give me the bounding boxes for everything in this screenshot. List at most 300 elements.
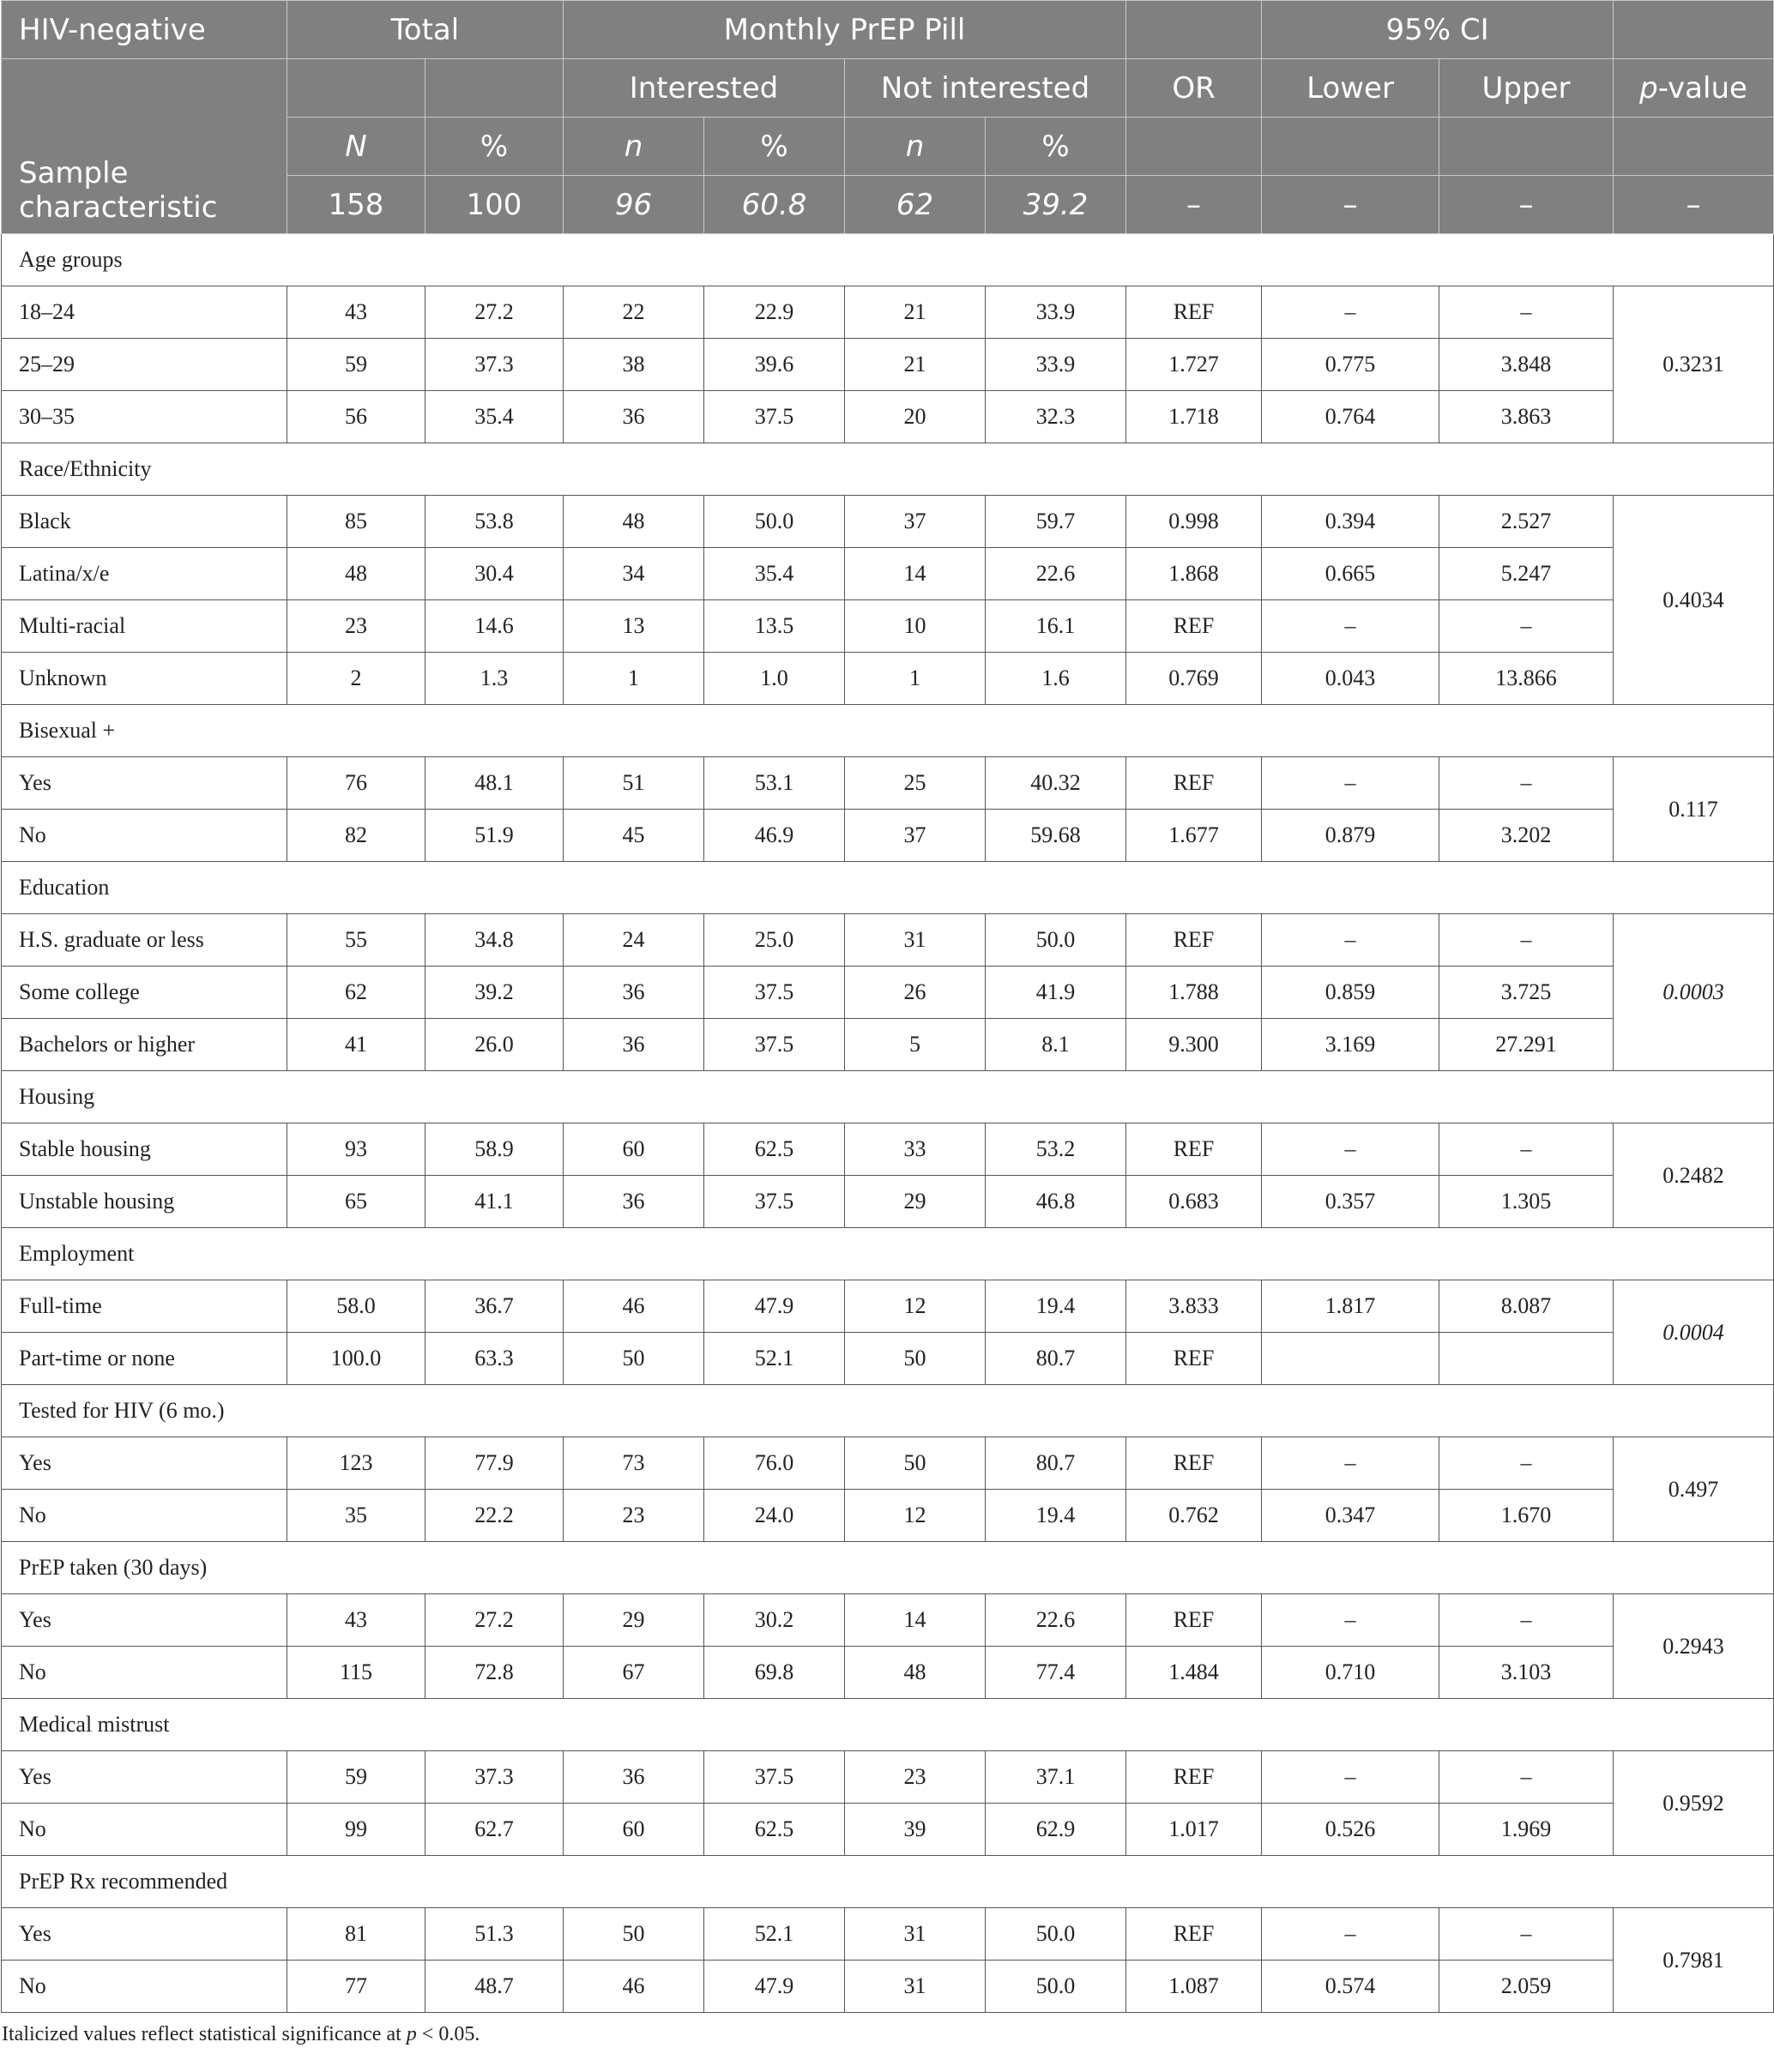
interested-n-cell: 67 [564, 1647, 704, 1699]
total-n-cell: 59 [287, 339, 425, 391]
ci-upper-cell: – [1439, 1123, 1614, 1176]
not-interested-pct-cell: 50.0 [986, 1908, 1126, 1961]
row-label: Latina/x/e [2, 548, 287, 600]
not-interested-pct-cell: 32.3 [986, 391, 1126, 443]
header-empty-p [1614, 1, 1774, 59]
interested-pct-cell: 69.8 [704, 1647, 845, 1699]
ci-lower-cell: – [1262, 1751, 1439, 1804]
total-pct-cell: 58.9 [425, 1123, 564, 1176]
table-row [2, 1123, 1774, 1176]
not-interested-pct-cell: 22.6 [986, 548, 1126, 600]
odds-ratio-cell: 1.017 [1126, 1804, 1262, 1856]
table-row [2, 1961, 1774, 2013]
interested-n-cell: 24 [564, 914, 704, 967]
ci-upper-cell: 3.103 [1439, 1647, 1614, 1699]
not-interested-n-cell: 29 [845, 1176, 986, 1228]
group-row [2, 1699, 1774, 1751]
total-n-cell: 23 [287, 600, 425, 653]
ci-upper-cell: 1.670 [1439, 1490, 1614, 1542]
odds-ratio-cell: 1.677 [1126, 810, 1262, 862]
table-row [2, 600, 1774, 653]
ci-upper-cell: 1.969 [1439, 1804, 1614, 1856]
group-row [2, 1542, 1774, 1594]
interested-n-cell: 13 [564, 600, 704, 653]
row-label: Multi-racial [2, 600, 287, 653]
table-row [2, 339, 1774, 391]
table-row [2, 1751, 1774, 1804]
odds-ratio-cell: REF [1126, 757, 1262, 810]
row-label: No [2, 1647, 287, 1699]
total-n-cell: 41 [287, 1019, 425, 1071]
odds-ratio-cell: REF [1126, 1123, 1262, 1176]
total-pct-cell: 26.0 [425, 1019, 564, 1071]
odds-ratio-cell: 1.484 [1126, 1647, 1262, 1699]
total-pct-cell: 37.3 [425, 339, 564, 391]
ci-upper-cell: – [1439, 286, 1614, 339]
header-95-ci: 95% CI [1262, 1, 1614, 59]
interested-pct-cell: 37.5 [704, 1019, 845, 1071]
total-n-cell: 76 [287, 757, 425, 810]
row-label: 25–29 [2, 339, 287, 391]
table-row [2, 757, 1774, 810]
odds-ratio-cell: REF [1126, 1437, 1262, 1490]
total-n-cell: 59 [287, 1751, 425, 1804]
table-row [2, 1176, 1774, 1228]
total-pct-cell: 34.8 [425, 914, 564, 967]
ci-lower-cell [1262, 1333, 1439, 1385]
total-pct-cell: 14.6 [425, 600, 564, 653]
ci-lower-cell: 0.775 [1262, 339, 1439, 391]
interested-pct-cell: 52.1 [704, 1333, 845, 1385]
total-n-cell: 43 [287, 1594, 425, 1647]
header-empty-or [1126, 1, 1262, 59]
interested-pct-cell: 76.0 [704, 1437, 845, 1490]
interested-n-cell: 29 [564, 1594, 704, 1647]
interested-n-cell: 51 [564, 757, 704, 810]
total-n-cell: 2 [287, 653, 425, 705]
not-interested-pct-cell: 22.6 [986, 1594, 1126, 1647]
total-n-cell: 77 [287, 1961, 425, 2013]
total-n-cell: 100.0 [287, 1333, 425, 1385]
not-interested-pct-cell: 33.9 [986, 339, 1126, 391]
odds-ratio-cell: 3.833 [1126, 1280, 1262, 1333]
table-row [2, 1804, 1774, 1856]
group-label: Race/Ethnicity [2, 443, 1774, 496]
row-label: Yes [2, 1751, 287, 1804]
total-pct-cell: 1.3 [425, 653, 564, 705]
total-pct-cell: 27.2 [425, 286, 564, 339]
group-label: Medical mistrust [2, 1699, 1774, 1751]
group-label: Education [2, 862, 1774, 914]
not-interested-n-cell: 10 [845, 600, 986, 653]
p-value-cell: 0.0004 [1614, 1280, 1774, 1385]
row-label: No [2, 1961, 287, 2013]
interested-n-cell: 73 [564, 1437, 704, 1490]
total-pct-cell: 48.1 [425, 757, 564, 810]
odds-ratio-cell: 9.300 [1126, 1019, 1262, 1071]
total-pct-cell: 51.3 [425, 1908, 564, 1961]
row-label: Unknown [2, 653, 287, 705]
interested-pct-cell: 22.9 [704, 286, 845, 339]
header-N: N [287, 117, 425, 176]
total-n-cell: 56 [287, 391, 425, 443]
ci-upper-cell: 3.863 [1439, 391, 1614, 443]
ci-lower-cell: – [1262, 600, 1439, 653]
odds-ratio-cell: 1.868 [1126, 548, 1262, 600]
ci-lower-cell: 0.764 [1262, 391, 1439, 443]
not-interested-pct-cell: 37.1 [986, 1751, 1126, 1804]
not-interested-pct-cell: 59.7 [986, 496, 1126, 548]
interested-n-cell: 36 [564, 1176, 704, 1228]
header-lower-value: – [1262, 176, 1439, 234]
table-row [2, 1594, 1774, 1647]
ci-lower-cell: 1.817 [1262, 1280, 1439, 1333]
total-n-cell: 55 [287, 914, 425, 967]
group-label: PrEP Rx recommended [2, 1856, 1774, 1908]
odds-ratio-cell: REF [1126, 1594, 1262, 1647]
table-row [2, 1280, 1774, 1333]
header-interested: Interested [564, 59, 845, 117]
not-interested-pct-cell: 77.4 [986, 1647, 1126, 1699]
group-label: PrEP taken (30 days) [2, 1542, 1774, 1594]
interested-pct-cell: 13.5 [704, 600, 845, 653]
odds-ratio-cell: REF [1126, 1908, 1262, 1961]
odds-ratio-cell: 1.718 [1126, 391, 1262, 443]
not-interested-n-cell: 14 [845, 1594, 986, 1647]
row-label: Yes [2, 1437, 287, 1490]
header-hiv-negative: HIV-negative [2, 1, 287, 59]
interested-pct-cell: 47.9 [704, 1280, 845, 1333]
ci-upper-cell: – [1439, 600, 1614, 653]
header-n-interested-value: 96 [564, 176, 704, 234]
table-row [2, 1437, 1774, 1490]
row-label: Yes [2, 757, 287, 810]
total-n-cell: 65 [287, 1176, 425, 1228]
table-body [2, 234, 1774, 2013]
odds-ratio-cell: REF [1126, 1751, 1262, 1804]
interested-n-cell: 36 [564, 967, 704, 1019]
p-value-cell: 0.0003 [1614, 914, 1774, 1071]
ci-upper-cell: 5.247 [1439, 548, 1614, 600]
odds-ratio-cell: REF [1126, 1333, 1262, 1385]
not-interested-pct-cell: 80.7 [986, 1437, 1126, 1490]
total-pct-cell: 22.2 [425, 1490, 564, 1542]
ci-upper-cell: – [1439, 1437, 1614, 1490]
not-interested-pct-cell: 19.4 [986, 1490, 1126, 1542]
row-label: Full-time [2, 1280, 287, 1333]
interested-n-cell: 38 [564, 339, 704, 391]
total-pct-cell: 48.7 [425, 1961, 564, 2013]
interested-pct-cell: 62.5 [704, 1123, 845, 1176]
header-p-value-value: – [1614, 176, 1774, 234]
not-interested-n-cell: 37 [845, 496, 986, 548]
ci-lower-cell: – [1262, 1123, 1439, 1176]
header-pct-not-interested: % [986, 117, 1126, 176]
p-value-cell: 0.117 [1614, 757, 1774, 862]
not-interested-n-cell: 31 [845, 1908, 986, 1961]
ci-lower-cell: 0.394 [1262, 496, 1439, 548]
header-row-1 [2, 1, 1774, 59]
row-label: 30–35 [2, 391, 287, 443]
not-interested-n-cell: 5 [845, 1019, 986, 1071]
ci-upper-cell: 2.527 [1439, 496, 1614, 548]
interested-pct-cell: 46.9 [704, 810, 845, 862]
ci-lower-cell: 0.879 [1262, 810, 1439, 862]
row-label: Some college [2, 967, 287, 1019]
table-row [2, 1333, 1774, 1385]
odds-ratio-cell: 1.087 [1126, 1961, 1262, 2013]
total-pct-cell: 41.1 [425, 1176, 564, 1228]
group-row [2, 862, 1774, 914]
footnote-p: p [406, 2023, 417, 2045]
header-or: OR [1126, 59, 1262, 117]
not-interested-n-cell: 37 [845, 810, 986, 862]
total-pct-cell: 72.8 [425, 1647, 564, 1699]
odds-ratio-cell: 0.769 [1126, 653, 1262, 705]
row-label: Yes [2, 1594, 287, 1647]
interested-n-cell: 1 [564, 653, 704, 705]
interested-n-cell: 36 [564, 391, 704, 443]
not-interested-n-cell: 39 [845, 1804, 986, 1856]
ci-upper-cell: 8.087 [1439, 1280, 1614, 1333]
interested-n-cell: 50 [564, 1908, 704, 1961]
not-interested-pct-cell: 62.9 [986, 1804, 1126, 1856]
total-pct-cell: 27.2 [425, 1594, 564, 1647]
table-row [2, 496, 1774, 548]
odds-ratio-cell: 1.727 [1126, 339, 1262, 391]
header-pct-not-value: 39.2 [986, 176, 1126, 234]
ci-lower-cell: – [1262, 286, 1439, 339]
table-row [2, 1908, 1774, 1961]
not-interested-n-cell: 20 [845, 391, 986, 443]
total-pct-cell: 53.8 [425, 496, 564, 548]
header-n-interested: n [564, 117, 704, 176]
footnote-suffix: < 0.05. [416, 2023, 480, 2045]
interested-pct-cell: 47.9 [704, 1961, 845, 2013]
row-label: Yes [2, 1908, 287, 1961]
header-monthly-prep-pill: Monthly PrEP Pill [564, 1, 1126, 59]
group-row [2, 443, 1774, 496]
row-label: No [2, 1490, 287, 1542]
header-empty [1126, 117, 1262, 176]
total-pct-cell: 35.4 [425, 391, 564, 443]
odds-ratio-cell: REF [1126, 286, 1262, 339]
header-not-interested: Not interested [845, 59, 1126, 117]
not-interested-pct-cell: 46.8 [986, 1176, 1126, 1228]
not-interested-n-cell: 25 [845, 757, 986, 810]
not-interested-n-cell: 1 [845, 653, 986, 705]
header-total: Total [287, 1, 564, 59]
group-label: Tested for HIV (6 mo.) [2, 1385, 1774, 1437]
p-value-cell: 0.3231 [1614, 286, 1774, 443]
ci-upper-cell [1439, 1333, 1614, 1385]
not-interested-n-cell: 31 [845, 1961, 986, 2013]
ci-lower-cell: 0.574 [1262, 1961, 1439, 2013]
not-interested-pct-cell: 53.2 [986, 1123, 1126, 1176]
interested-pct-cell: 50.0 [704, 496, 845, 548]
total-n-cell: 99 [287, 1804, 425, 1856]
interested-pct-cell: 53.1 [704, 757, 845, 810]
interested-pct-cell: 37.5 [704, 1751, 845, 1804]
not-interested-n-cell: 14 [845, 548, 986, 600]
row-label: Black [2, 496, 287, 548]
not-interested-n-cell: 26 [845, 967, 986, 1019]
interested-n-cell: 60 [564, 1804, 704, 1856]
header-upper-value: – [1439, 176, 1614, 234]
total-n-cell: 81 [287, 1908, 425, 1961]
p-value-cell: 0.9592 [1614, 1751, 1774, 1856]
p-value-cell: 0.2943 [1614, 1594, 1774, 1699]
p-italic: p [1639, 70, 1658, 105]
not-interested-n-cell: 21 [845, 286, 986, 339]
ci-upper-cell: 3.725 [1439, 967, 1614, 1019]
group-label: Housing [2, 1071, 1774, 1123]
interested-n-cell: 50 [564, 1333, 704, 1385]
p-suffix: -value [1657, 70, 1747, 105]
group-row [2, 1228, 1774, 1280]
ci-lower-cell: – [1262, 1908, 1439, 1961]
odds-ratio-cell: 0.683 [1126, 1176, 1262, 1228]
table-row [2, 810, 1774, 862]
p-value-cell: 0.4034 [1614, 496, 1774, 705]
header-p-value [1614, 59, 1774, 117]
header-empty [287, 59, 425, 117]
ci-lower-cell: – [1262, 1437, 1439, 1490]
interested-pct-cell: 39.6 [704, 339, 845, 391]
ci-upper-cell: 1.305 [1439, 1176, 1614, 1228]
interested-n-cell: 23 [564, 1490, 704, 1542]
ci-lower-cell: – [1262, 914, 1439, 967]
table-row [2, 914, 1774, 967]
header-empty [1262, 117, 1439, 176]
odds-ratio-cell: REF [1126, 600, 1262, 653]
table-row [2, 1647, 1774, 1699]
interested-pct-cell: 1.0 [704, 653, 845, 705]
total-pct-cell: 51.9 [425, 810, 564, 862]
ci-upper-cell: 3.848 [1439, 339, 1614, 391]
ci-upper-cell: – [1439, 914, 1614, 967]
not-interested-pct-cell: 33.9 [986, 286, 1126, 339]
row-label: H.S. graduate or less [2, 914, 287, 967]
table-row [2, 286, 1774, 339]
prep-interest-table [1, 0, 1774, 2013]
header-empty [1614, 117, 1774, 176]
group-row [2, 1071, 1774, 1123]
row-label: No [2, 810, 287, 862]
ci-lower-cell: 3.169 [1262, 1019, 1439, 1071]
odds-ratio-cell: 1.788 [1126, 967, 1262, 1019]
interested-pct-cell: 37.5 [704, 967, 845, 1019]
not-interested-n-cell: 21 [845, 339, 986, 391]
not-interested-pct-cell: 19.4 [986, 1280, 1126, 1333]
odds-ratio-cell: 0.998 [1126, 496, 1262, 548]
ci-upper-cell: – [1439, 757, 1614, 810]
header-row-2 [2, 59, 1774, 117]
group-label: Employment [2, 1228, 1774, 1280]
interested-n-cell: 34 [564, 548, 704, 600]
ci-lower-cell: – [1262, 1594, 1439, 1647]
not-interested-n-cell: 48 [845, 1647, 986, 1699]
table-row [2, 653, 1774, 705]
ci-lower-cell: – [1262, 757, 1439, 810]
interested-pct-cell: 37.5 [704, 391, 845, 443]
header-or-value: – [1126, 176, 1262, 234]
total-pct-cell: 37.3 [425, 1751, 564, 1804]
ci-lower-cell: 0.859 [1262, 967, 1439, 1019]
odds-ratio-cell: 0.762 [1126, 1490, 1262, 1542]
row-label: Unstable housing [2, 1176, 287, 1228]
p-value-cell: 0.7981 [1614, 1908, 1774, 2013]
header-lower: Lower [1262, 59, 1439, 117]
interested-n-cell: 45 [564, 810, 704, 862]
total-pct-cell: 39.2 [425, 967, 564, 1019]
not-interested-pct-cell: 59.68 [986, 810, 1126, 862]
table-row [2, 967, 1774, 1019]
interested-pct-cell: 25.0 [704, 914, 845, 967]
header-n-not-value: 62 [845, 176, 986, 234]
interested-n-cell: 36 [564, 1019, 704, 1071]
table-row [2, 548, 1774, 600]
group-label: Bisexual + [2, 705, 1774, 757]
group-row [2, 705, 1774, 757]
not-interested-n-cell: 50 [845, 1333, 986, 1385]
header-pct-interested-value: 60.8 [704, 176, 845, 234]
header-n-not-interested: n [845, 117, 986, 176]
interested-pct-cell: 37.5 [704, 1176, 845, 1228]
total-pct-cell: 62.7 [425, 1804, 564, 1856]
row-label: Stable housing [2, 1123, 287, 1176]
ci-lower-cell: 0.526 [1262, 1804, 1439, 1856]
header-pct-interested: % [704, 117, 845, 176]
interested-n-cell: 36 [564, 1751, 704, 1804]
total-n-cell: 115 [287, 1647, 425, 1699]
total-n-cell: 82 [287, 810, 425, 862]
table-row [2, 1490, 1774, 1542]
total-n-cell: 35 [287, 1490, 425, 1542]
not-interested-pct-cell: 16.1 [986, 600, 1126, 653]
interested-n-cell: 48 [564, 496, 704, 548]
not-interested-pct-cell: 41.9 [986, 967, 1126, 1019]
group-row [2, 1856, 1774, 1908]
not-interested-n-cell: 33 [845, 1123, 986, 1176]
interested-pct-cell: 35.4 [704, 548, 845, 600]
group-row [2, 1385, 1774, 1437]
header-sample-characteristic: Sample characteristic [2, 59, 287, 234]
header-empty [425, 59, 564, 117]
interested-pct-cell: 30.2 [704, 1594, 845, 1647]
ci-lower-cell: 0.665 [1262, 548, 1439, 600]
interested-pct-cell: 24.0 [704, 1490, 845, 1542]
header-total-pct: % [425, 117, 564, 176]
not-interested-pct-cell: 1.6 [986, 653, 1126, 705]
total-pct-cell: 77.9 [425, 1437, 564, 1490]
interested-pct-cell: 62.5 [704, 1804, 845, 1856]
table-footnote [2, 2023, 1774, 2046]
not-interested-pct-cell: 50.0 [986, 1961, 1126, 2013]
row-label: Part-time or none [2, 1333, 287, 1385]
not-interested-n-cell: 12 [845, 1280, 986, 1333]
p-value-cell: 0.497 [1614, 1437, 1774, 1542]
table-row [2, 1019, 1774, 1071]
total-n-cell: 58.0 [287, 1280, 425, 1333]
row-label: 18–24 [2, 286, 287, 339]
not-interested-n-cell: 12 [845, 1490, 986, 1542]
total-n-cell: 43 [287, 286, 425, 339]
table-row [2, 391, 1774, 443]
not-interested-pct-cell: 80.7 [986, 1333, 1126, 1385]
header-total-N-value: 158 [287, 176, 425, 234]
header-upper: Upper [1439, 59, 1614, 117]
